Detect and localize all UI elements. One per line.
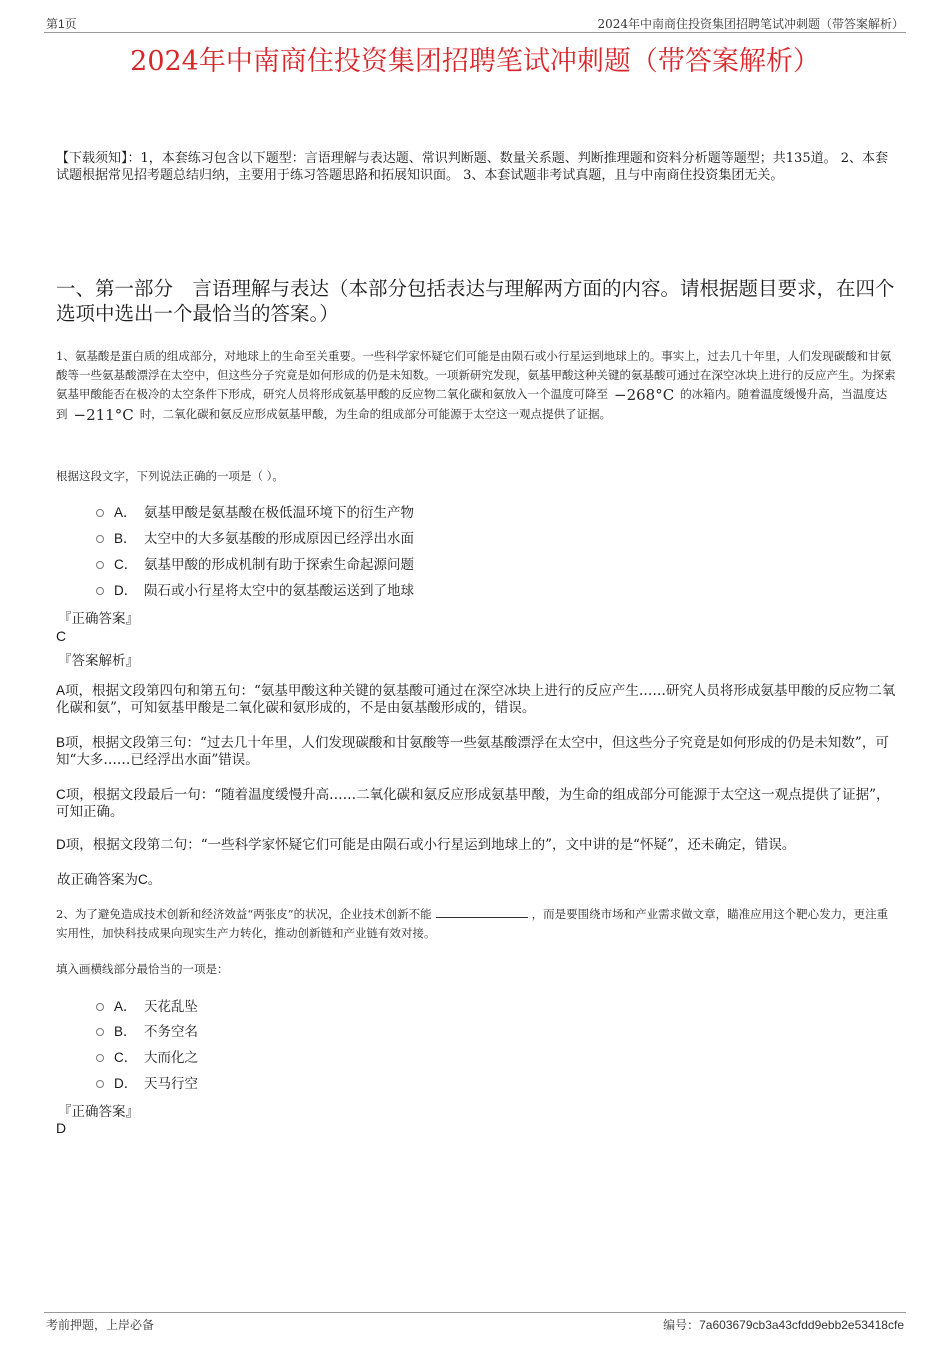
explanation-a: A项，根据文段第四句和第五句：“氨基甲酸这种关键的氨基酸可通过在深空冰块上进行的反应产生……研究人员将形成氨基甲酸的反应物二氧化碳和氨”，可知氨基甲酸是二氧化碳和氨形成的，不是由氨基酸形成的，错误。 — [56, 683, 896, 716]
radio-icon[interactable] — [96, 535, 104, 543]
question-1-option-d[interactable]: D． 陨石或小行星将太空中的氨基酸运送到了地球 — [96, 579, 414, 599]
radio-icon[interactable] — [96, 1028, 104, 1036]
question-1-answer: C — [56, 628, 67, 644]
temperature-formula-2: −211°C — [73, 406, 134, 424]
radio-icon[interactable] — [96, 509, 104, 517]
question-1-part1: 1、氨基酸是蛋白质的组成部分，对地球上的生命至关重要。一些科学家怀疑它们可能是由陨石或小行星运到地球上的。事实上，过去几十年里，人们发现碳酸和甘氨酸等一些氨基酸漂浮在太空中，但这些分子究竟是如何形成的仍是未知数。一项新研究发现，氨基甲酸这种关键的氨基酸可通过在深空冰块上进行的反应产生。为探索氨基甲酸能否在极冷的太空条件下形成，研究人员将形成氨基甲酸的反应物二氧化碳和氨放入一个温度可降至 — [56, 349, 896, 401]
header-doc-title: 2024年中南商住投资集团招聘笔试冲刺题（带答案解析） — [597, 17, 904, 31]
footer-code — [663, 1316, 904, 1333]
page-number: 第1页 — [46, 17, 77, 31]
radio-icon[interactable] — [96, 587, 104, 595]
question-1-answer-label: 『正确答案』 — [58, 611, 139, 627]
question-2-option-a[interactable]: A． 天花乱坠 — [96, 995, 198, 1015]
question-2-answer-label: 『正确答案』 — [58, 1104, 139, 1120]
question-1-prompt: 根据这段文字，下列说法正确的一项是（ ）。 — [56, 469, 284, 483]
footer-code-label: 编号： — [663, 1318, 700, 1332]
question-2-text: 2、为了避免造成技术创新和经济效益“两张皮”的状况，企业技术创新不能 ，而是要围绕市场和产业需求做文章，瞄准应用这个靶心发力，更注重实用性，加快科技成果向现实生产力转化，推动创新链和产业链有效对接。 — [56, 907, 889, 940]
explanation-c: C项，根据文段最后一句：“随着温度缓慢升高……二氧化碳和氨反应形成氨基甲酸，为生命的组成部分可能源于太空这一观点提供了证据”，可知正确。 — [56, 787, 890, 820]
question-2-answer: D — [56, 1120, 67, 1136]
question-2-option-b[interactable]: B． 不务空名 — [96, 1020, 198, 1040]
question-1-option-b[interactable]: B． 太空中的大多氨基酸的形成原因已经浮出水面 — [96, 527, 414, 547]
temperature-formula-1: −268°C — [614, 386, 675, 404]
question-2-prompt: 填入画横线部分最恰当的一项是： — [56, 962, 229, 976]
question-2-option-c[interactable]: C． 大而化之 — [96, 1046, 198, 1066]
question-1-analysis-label: 『答案解析』 — [58, 653, 139, 669]
radio-icon[interactable] — [96, 1003, 104, 1011]
question-1-text — [56, 347, 898, 425]
download-notice: 【下载须知】：1，本套练习包含以下题型：言语理解与表达题、常识判断题、数量关系题、判断推理题和资料分析题等题型；共135道。 2、本套试题根据常见招考题总结归纳，主要用于练习答题思路和拓展知识面。 3、本套试题非考试真题，且与中南商住投资集团无关。 — [56, 151, 888, 183]
question-1-conclusion: 故正确答案为C。 — [57, 872, 162, 888]
footer-code-value: 7a603679cb3a43cfdd9ebb2e53418cfe — [699, 1318, 904, 1332]
question-1-part3: 时，二氧化碳和氨反应形成氨基甲酸，为生命的组成部分可能源于太空这一观点提供了证据。 — [139, 407, 612, 421]
radio-icon[interactable] — [96, 561, 104, 569]
radio-icon[interactable] — [96, 1054, 104, 1062]
question-2-option-d[interactable]: D． 天马行空 — [96, 1072, 198, 1092]
radio-icon[interactable] — [96, 1080, 104, 1088]
question-1-part2: 的冰箱内。随着温度缓慢升高，当温度达到 — [56, 387, 888, 421]
footer-divider — [44, 1312, 906, 1313]
question-1-option-c[interactable]: C． 氨基甲酸的形成机制有助于探索生命起源问题 — [96, 553, 414, 573]
explanation-b: B项，根据文段第三句：“过去几十年里，人们发现碳酸和甘氨酸等一些氨基酸漂浮在太空中，但这些分子究竟是如何形成的仍是未知数”，可知“大多……已经浮出水面”错误。 — [56, 735, 889, 768]
section-heading: 一、第一部分 言语理解与表达（本部分包括表达与理解两方面的内容。请根据题目要求，在四个选项中选出一个最恰当的答案。） — [56, 277, 895, 325]
footer-slogan: 考前押题，上岸必备 — [46, 1318, 155, 1332]
header-divider — [44, 32, 906, 33]
question-1-option-a[interactable]: A． 氨基甲酸是氨基酸在极低温环境下的衍生产物 — [96, 501, 414, 521]
fill-blank-line — [436, 906, 528, 918]
explanation-d: D项，根据文段第二句：“一些科学家怀疑它们可能是由陨石或小行星运到地球上的”，文中讲的是“怀疑”，还未确定，错误。 — [56, 837, 796, 853]
page-title: 2024年中南商住投资集团招聘笔试冲刺题（带答案解析） — [130, 46, 820, 77]
